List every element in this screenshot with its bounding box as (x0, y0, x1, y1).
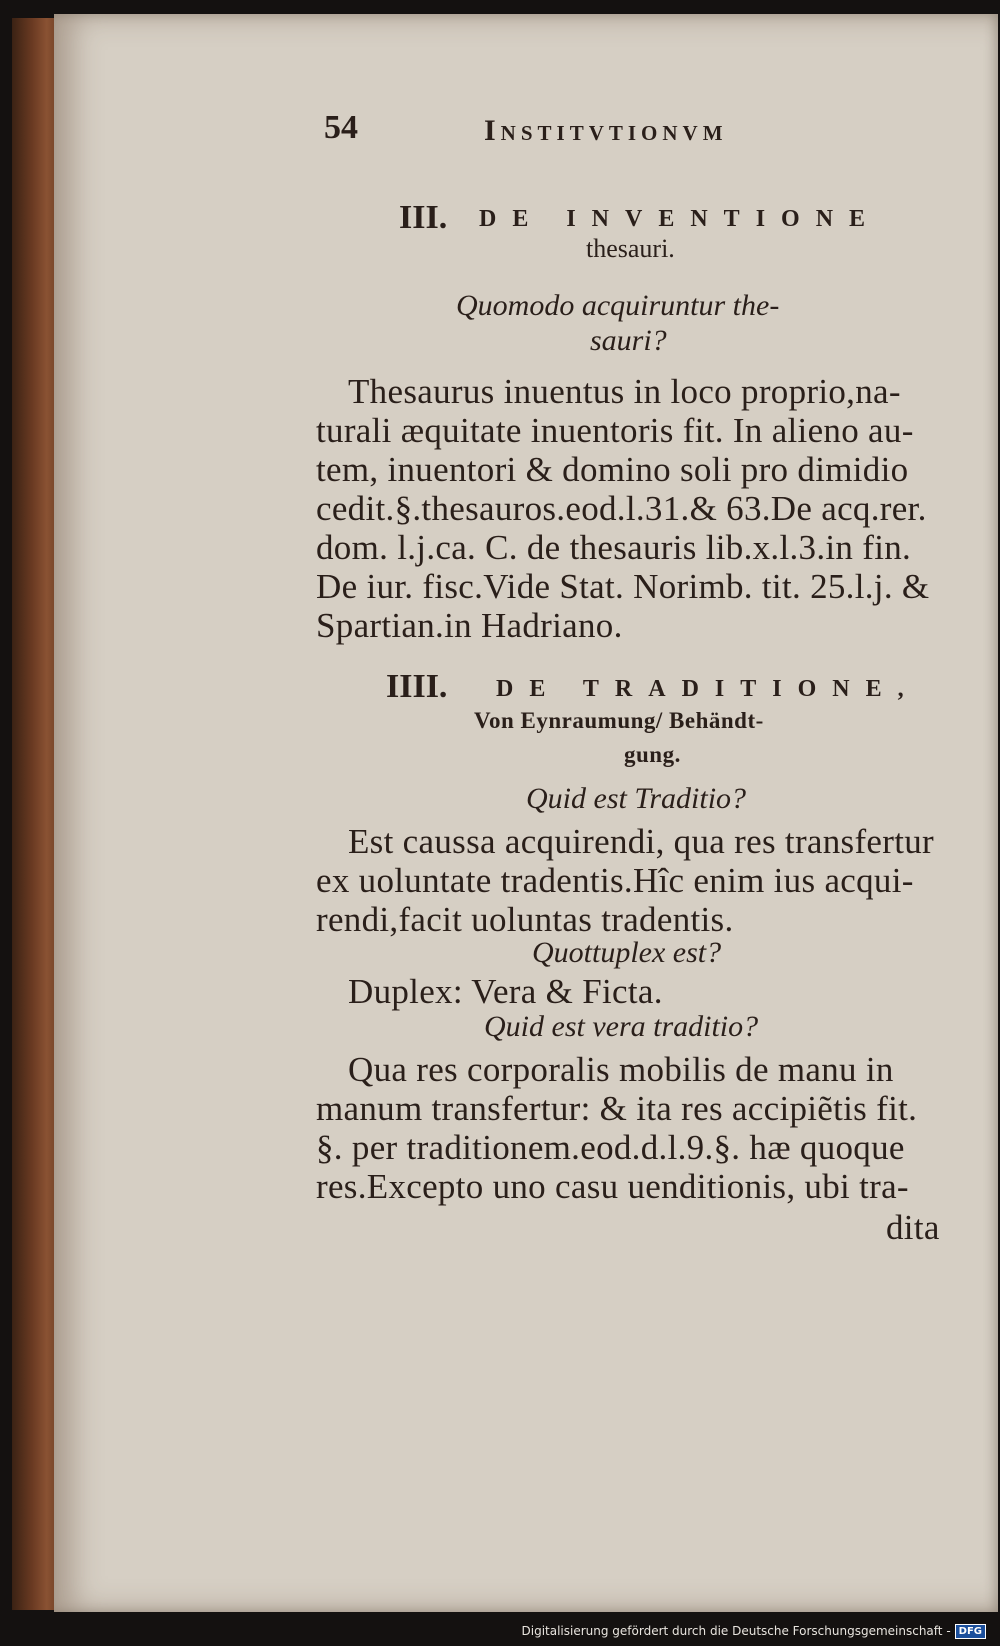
section-4-question-3: Quid est vera traditio? (484, 1010, 759, 1043)
section-3-question-line-1: Quomodo acquiruntur the- (456, 289, 780, 322)
section-3-question-line-2: sauri? (590, 324, 667, 357)
section-3-body-line: turali æquitate inuentoris fit. In alieno au- (316, 411, 914, 450)
section-3-body-line: dom. l.j.ca. C. de thesauris lib.x.l.3.in fin. (316, 528, 912, 567)
dfg-logo: DFG (955, 1624, 986, 1639)
digitization-credit (522, 1620, 987, 1642)
section-4-answer-3-line: Qua res corporalis mobilis de manu in (348, 1050, 894, 1089)
section-4-answer-3-line: manum transfertur: & ita res accipiẽtis fit. (316, 1089, 918, 1128)
section-3-body-line: Spartian.in Hadriano. (316, 606, 623, 645)
book-page (54, 14, 998, 1612)
section-3-body-line: cedit.§.thesauros.eod.l.31.& 63.De acq.rer. (316, 489, 927, 528)
section-3-body-line: Thesaurus inuentus in loco proprio,na- (348, 372, 901, 411)
section-3-title-rest: thesauri. (586, 234, 675, 263)
section-3-numeral: III. (399, 199, 448, 236)
catchword: dita (886, 1208, 940, 1247)
section-4-question-2: Quottuplex est? (532, 936, 722, 969)
section-4-question-1: Quid est Traditio? (526, 782, 747, 815)
section-4-answer-3-line: §. per traditionem.eod.d.l.9.§. hæ quoque (316, 1128, 905, 1167)
running-head: Institvtionvm (484, 114, 728, 147)
section-4-german-line-1: Von Eynraumung/ Behändt- (474, 708, 764, 733)
section-4-answer-3-line: res.Excepto uno casu uenditionis, ubi tra- (316, 1167, 909, 1206)
section-3-body-line: tem, inuentori & domino soli pro dimidio (316, 450, 909, 489)
section-3-body-line: De iur. fisc.Vide Stat. Norimb. tit. 25.l.j. & (316, 567, 930, 606)
section-4-answer-1-line: Est caussa acquirendi, qua res transfertur (348, 822, 934, 861)
section-4-answer-1-line: rendi,facit uoluntas tradentis. (316, 900, 734, 939)
section-4-title: DE TRADITIONE, (496, 676, 920, 702)
credit-text: Digitalisierung gefördert durch die Deutsche Forschungsgemeinschaft - (521, 1624, 951, 1638)
section-3-title: DE INVENTIONE (479, 206, 882, 232)
section-4-answer-2: Duplex: Vera & Ficta. (348, 972, 663, 1011)
section-4-german-line-2: gung. (624, 742, 681, 767)
section-4-numeral: IIII. (386, 668, 448, 705)
page-number: 54 (324, 109, 358, 146)
section-4-answer-1-line: ex uoluntate tradentis.Hîc enim ius acqui- (316, 861, 914, 900)
